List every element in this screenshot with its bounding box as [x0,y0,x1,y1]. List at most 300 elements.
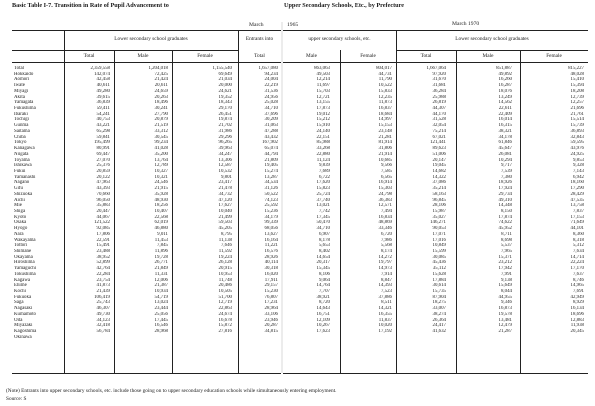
table-cell: 10,020 [378,323,392,329]
table-cell: 31,536 [264,88,278,94]
table-cell: 31,681 [432,83,446,89]
table-cell: 21,478 [218,186,232,192]
table-cell [396,335,446,341]
table-cell: 70,660 [96,191,110,197]
table-cell: 37,696 [264,111,278,117]
table-cell: 8,318 [572,237,584,243]
table-cell: 9,328 [572,163,584,169]
table-cell: 39,963 [218,146,232,152]
table-cell: 9,064 [318,277,330,283]
table-cell: 22,409 [498,111,512,117]
table-cell: 12,571 [378,203,392,209]
table-cell: 35,883 [96,203,110,209]
table-cell: 21,287 [498,329,512,335]
table-cell: 97,920 [432,71,446,77]
table-cell: 8,174 [380,249,392,254]
table-cell: 16,020 [264,271,278,277]
header-lower-grads: Lower secondary school graduates [114,36,188,42]
table-cell: 8,929 [572,300,584,306]
table-cell: 10,532 [218,168,232,174]
table-cell: 12,883 [570,317,584,323]
table-cell: 12,721 [316,94,330,100]
table-cell: 19,874 [218,117,232,123]
table-cell: 31,063 [264,123,278,129]
table-cell: 71,649 [570,220,584,226]
table-cell: 30,241 [154,106,168,112]
table-cell: 36,284 [432,88,446,94]
table-cell: 23,488 [96,249,110,254]
table-cell: 47,535 [570,197,584,203]
table-cell: 22,568 [154,214,168,220]
table-cell: 21,915 [154,186,168,192]
table-cell: 14,764 [316,283,330,289]
table-cell: 22,611 [498,106,512,112]
table-cell: 121,441 [430,140,446,146]
table-cell: 5,312 [572,243,584,249]
table-cell: 15,410 [570,77,584,83]
table-cell: 16,260 [498,77,512,83]
table-cell: 17,170 [570,266,584,272]
prefecture-name: Okayama [14,254,33,260]
table-cell: 13,021 [316,203,330,209]
table-cell: 7,965 [500,249,512,254]
table-cell: 94,234 [264,71,278,77]
table-cell: 21,281 [378,134,392,140]
table-cell: 30,545 [154,134,168,140]
table-cell: 35,200 [154,151,168,157]
table-cell: 13,024 [154,300,168,306]
table-cell: 31,126 [264,186,278,192]
table-cell: 45,205 [218,226,232,232]
header-male: Male [137,53,149,59]
prefecture-name: Osaka [14,220,27,226]
table-cell: 24,417 [432,323,446,329]
table-cell [456,335,512,341]
table-cell: 17,924 [498,186,512,192]
table-cell: 12,235 [378,94,392,100]
table-cell: 65,074 [264,146,278,152]
table-cell: 8,511 [381,300,392,306]
table-cell: 23,417 [218,180,232,186]
table-cell: 20,915 [218,266,232,272]
table-cell: 38,321 [498,128,512,134]
header-entrants-into: Entrants into [245,36,274,42]
table-cell: 58,163 [432,191,446,197]
table-cell: 18,256 [154,203,168,209]
table-cell: 40,611 [96,83,110,89]
table-cell: 17,873 [316,106,330,112]
header-mid-rule [12,50,238,51]
table-cell: 26,081 [498,151,512,157]
table-cell: 13,249 [498,94,512,100]
table-cell: 42,949 [570,294,584,300]
table-cell: 9,346 [500,300,512,306]
prefecture-name: Tochigi [14,117,29,123]
table-cell: 25,028 [264,100,278,106]
table-cell: 42,764 [96,266,110,272]
table-cell: 7,742 [318,208,330,214]
table-cell: 32,418 [96,323,110,329]
table-cell: 7,380 [500,174,512,180]
table-cell: 14,973 [378,266,392,272]
table-cell: 17,192 [378,329,392,335]
table-cell: 35,027 [432,214,446,220]
table-cell: 36,893 [570,128,584,134]
table-cell: 9,853 [572,157,584,163]
table-cell: 20,486 [218,283,232,289]
table-cell: 9,839 [318,163,330,169]
table-cell: 14,393 [378,283,392,289]
table-cell: 37,740 [316,197,330,203]
table-cell: 59,411 [96,106,110,112]
table-cell: 12,006 [154,277,168,283]
table-cell: 20,287 [264,323,278,329]
table-cell: 25,988 [432,94,446,100]
table-cell: 17,911 [264,277,278,283]
table-cell: 30,614 [432,283,446,289]
table-cell: 8,178 [318,237,330,243]
header-female-1970: Female [546,53,562,59]
table-cell: 195,499 [94,140,110,146]
table-cell: 22,224 [570,260,584,266]
table-cell: 45,436 [432,260,446,266]
table-cell: 15,491 [96,243,110,249]
table-cell: 1,204,018 [148,66,168,71]
table-cell: 17,231 [264,300,278,306]
table-cell: 29,170 [218,106,232,112]
table-cell: 14,272 [378,254,392,260]
table-cell: 851,887 [496,66,512,71]
table-cell: 54,241 [96,111,110,117]
table-cell: 21,702 [218,123,232,129]
table-cell: 28,964 [264,306,278,312]
table-cell: 16,355 [378,311,392,317]
table-cell: 12,789 [154,163,168,169]
prefecture-name: Kanagawa [14,146,35,152]
table-note: (Note) Entrants into upper secondary schools, etc. include those going on to upper secondary education schools while simultaneously entering employment. [6,388,337,394]
table-cell: 18,076 [498,88,512,94]
table-cell: 15,872 [218,323,232,329]
header-top-rule [12,30,281,31]
table-cell: 7,494 [380,208,392,214]
table-cell: 5,537 [500,243,512,249]
table-cell: 15,371 [498,254,512,260]
table-cell: 15,236 [264,208,278,214]
table-cell: 44,067 [96,214,110,220]
table-cell: 38,952 [96,254,110,260]
table-cell: 47,963 [96,180,110,186]
table-cell: 49,310 [498,197,512,203]
grads-1970-male-column [456,66,512,341]
header-lower-grads-right: Lower secondary school graduates [455,36,529,42]
table-cell: 28,968 [154,329,168,335]
table-cell: 16,834 [378,214,392,220]
prefecture-name: Gunma [14,123,29,129]
table-cell: 26,819 [432,100,446,106]
table-cell: 21,696 [570,106,584,112]
table-cell: 25,724 [316,191,330,197]
prefecture-name: Yamanashi [14,174,36,180]
grads-1970-female-column [520,66,584,341]
table-cell: 44,307 [432,106,446,112]
table-cell: 10,327 [154,168,168,174]
prefecture-name: Fukushima [14,106,36,112]
table-cell: 15,987 [432,208,446,214]
table-cell: 44,170 [432,111,446,117]
prefecture-name: Saga [14,300,24,306]
table-cell: 6,720 [380,231,392,237]
table-bottom-rule [12,373,281,374]
header-top-rule-right [283,30,588,31]
table-cell: 9,011 [157,231,168,237]
table-cell: 18,926 [498,180,512,186]
table-cell: 1,155,540 [212,66,232,71]
prefecture-name: Hyogo [14,226,28,232]
table-cell: 17,942 [498,266,512,272]
table-cell: 9,566 [380,163,392,169]
table-cell: 13,306 [218,157,232,163]
table-cell: 29,296 [218,134,232,140]
table-cell: 42,458 [96,77,110,83]
table-cell: 38,921 [316,294,330,300]
table-cell: 20,000 [218,83,232,89]
table-cell: 15,153 [378,123,392,129]
table-cell: 13,155 [316,100,330,106]
header-female: Female [197,53,213,59]
table-cell: 13,481 [498,317,512,323]
table-cell: 81,914 [378,140,392,146]
table-cell: 21,849 [154,266,168,272]
table-cell: 20,122 [96,174,110,180]
table-cell: 51,700 [218,294,232,300]
table-cell: 804,017 [376,66,392,71]
table-title-left: Basic Table I-7. Transition in Rate of Pupil Advancement to [12,2,169,9]
table-cell: 12,479 [498,323,512,329]
table-cell: 56,784 [96,329,110,335]
table-cell: 34,247 [218,151,232,157]
table-cell: 31,986 [218,128,232,134]
table-cell: 22,863 [218,306,232,312]
table-cell: 43,976 [570,146,584,152]
table-cell: 47,288 [264,128,278,134]
table-cell: 31,670 [432,77,446,83]
table-cell: 20,147 [432,157,446,163]
table-cell: 11,896 [154,249,168,254]
table-cell: 15,628 [432,271,446,277]
table-cell: 8,847 [380,277,392,283]
table-cell: 15,230 [264,289,278,295]
table-cell: 54,719 [154,294,168,300]
table-cell: 8,106 [318,271,330,277]
table-cell: 17,071 [432,231,446,237]
table-source: Source: S [6,396,27,402]
lower-grads-female-column [172,66,232,341]
table-cell [340,335,392,341]
table-cell: 142,074 [94,71,110,77]
prefecture-name: Tokyo [14,140,27,146]
prefecture-name: Niigata [14,151,29,157]
table-cell: 37,886 [378,294,392,300]
table-cell: 33,312 [154,128,168,134]
table-cell: 61,846 [498,140,512,146]
header-total: Total [83,53,95,59]
table-cell: 37,086 [432,180,446,186]
table-cell: 7,637 [572,271,584,277]
table-cell: 20,611 [154,83,168,89]
table-cell: 17,623 [316,329,330,335]
table-cell: 10,294 [498,157,512,163]
prefecture-name: Kumamoto [14,311,37,317]
table-cell: 50,522 [264,191,278,197]
table-cell: 49,503 [316,71,330,77]
table-cell: 7,646 [220,243,232,249]
table-cell: 8,360 [572,231,584,237]
table-cell: 24,798 [378,191,392,197]
table-cell: 863,063 [314,66,330,71]
table-cell: 19,352 [218,94,232,100]
table-cell: 25,376 [96,163,110,169]
table-cell: 34,179 [264,214,278,220]
table-cell: 14,654 [316,254,330,260]
prefecture-name: Chiba [14,134,26,140]
table-cell: 11,331 [154,271,168,277]
table-cell: 1,657,080 [258,66,278,71]
year-march-label: March [249,22,264,28]
table-cell: 31,528 [432,117,446,123]
table-cell: 11,837 [378,317,392,323]
table-cell [238,335,278,341]
table-cell: 6,722 [318,174,330,180]
table-cell: 24,140 [316,128,330,134]
table-cell: 14,348 [498,203,512,209]
table-cell: 23,212 [498,260,512,266]
table-cell: 39,615 [96,94,110,100]
table-cell: 23,444 [154,306,168,312]
table-cell: 59,595 [570,140,584,146]
table-cell: 27,816 [218,329,232,335]
table-cell: 18,343 [218,100,232,106]
table-cell: 21,387 [154,283,168,289]
table-cell: 17,806 [96,231,110,237]
prefecture-column [14,66,64,341]
table-cell: 15,303 [378,186,392,192]
table-cell: 18,496 [154,100,168,106]
table-cell: 9,717 [500,163,512,169]
table-cell: 43,221 [96,123,110,129]
table-cell: 12,719 [218,300,232,306]
table-cell: 18,208 [570,88,584,94]
table-cell: 34,534 [264,180,278,186]
prefecture-name: Yamagata [14,100,34,106]
prefecture-name: Aomori [14,77,30,83]
table-cell: 65,298 [96,128,110,134]
table-cell: 11,938 [570,323,584,329]
table-cell [64,335,110,341]
table-cell: 17,884 [432,277,446,283]
table-cell: 25,592 [264,203,278,209]
table-cell: 16,164 [264,237,278,243]
header-male-1970: Male [482,53,494,59]
table-cell: 121,522 [94,220,110,226]
table-cell: 13,758 [570,203,584,209]
table-cell: 87,904 [432,294,446,300]
table-cell: 19,797 [378,260,392,266]
table-cell: 14,682 [432,168,446,174]
prefecture-name: Shimane [14,249,32,254]
table-cell: 15,212 [316,117,330,123]
table-cell: 15,514 [570,117,584,123]
table-cell: 49,892 [498,71,512,77]
table-cell: 38,274 [432,311,446,317]
table-cell: 33,106 [264,311,278,317]
table-cell: 6,942 [572,174,584,180]
table-cell: 17,445 [154,317,168,323]
table-cell: 29,157 [264,283,278,289]
table-cell: 20,447 [96,208,110,214]
table-cell: 16,134 [570,306,584,312]
table-cell: 90,053 [432,226,446,232]
prefecture-name: Nagasaki [14,306,33,312]
prefecture-name: Nara [14,231,24,237]
table-cell: 7,914 [380,271,392,277]
table-cell: 7,845 [156,243,168,249]
table-cell: 32,054 [432,123,446,129]
table-cell: 52,899 [96,260,110,266]
table-cell [114,335,168,341]
prefecture-name: Nagano [14,180,30,186]
table-cell: 41,028 [154,146,168,152]
table-cell: 15,703 [316,88,330,94]
table-cell: 44,731 [378,71,392,77]
table-cell: 8,795 [220,231,232,237]
table-cell: 16,315 [498,123,512,129]
table-cell: 96,050 [96,197,110,203]
table-cell: 7,986 [380,237,392,243]
table-cell: 69,447 [96,151,110,157]
prefecture-name: Aichi [14,197,25,203]
table-cell: 27,790 [154,111,168,117]
table-cell: 19,405 [264,163,278,169]
prefecture-name: Okinawa [14,334,32,340]
table-cell: 16,914 [378,180,392,186]
table-cell: 30,085 [432,254,446,260]
table-cell: 13,287 [264,174,278,180]
table-bottom-rule-right [283,373,588,374]
table-cell: 33,007 [432,306,446,312]
table-cell: 815,227 [568,66,584,71]
table-cell: 22,151 [316,134,330,140]
table-cell: 92,085 [96,226,110,232]
table-cell: 17,016 [432,237,446,243]
table-cell: 44,101 [570,226,584,232]
table-cell: 34,710 [316,226,330,232]
table-cell: 15,735 [432,289,446,295]
table-cell: 40,114 [264,260,278,266]
table-cell: 21,034 [218,77,232,83]
table-cell: 35,112 [432,266,446,272]
table-cell: 21,519 [154,123,168,129]
table-cell: 9,138 [500,277,512,283]
entrants-male-column [283,66,330,341]
table-cell: 80,991 [96,146,110,152]
table-cell: 99,234 [154,140,168,146]
table-cell: 9,801 [220,174,232,180]
table-cell: 51,006 [432,151,446,157]
table-cell: 8,698 [500,237,512,243]
table-cell: 167,902 [262,140,278,146]
table-cell: 41,873 [96,283,110,289]
table-cell: 17,874 [498,214,512,220]
